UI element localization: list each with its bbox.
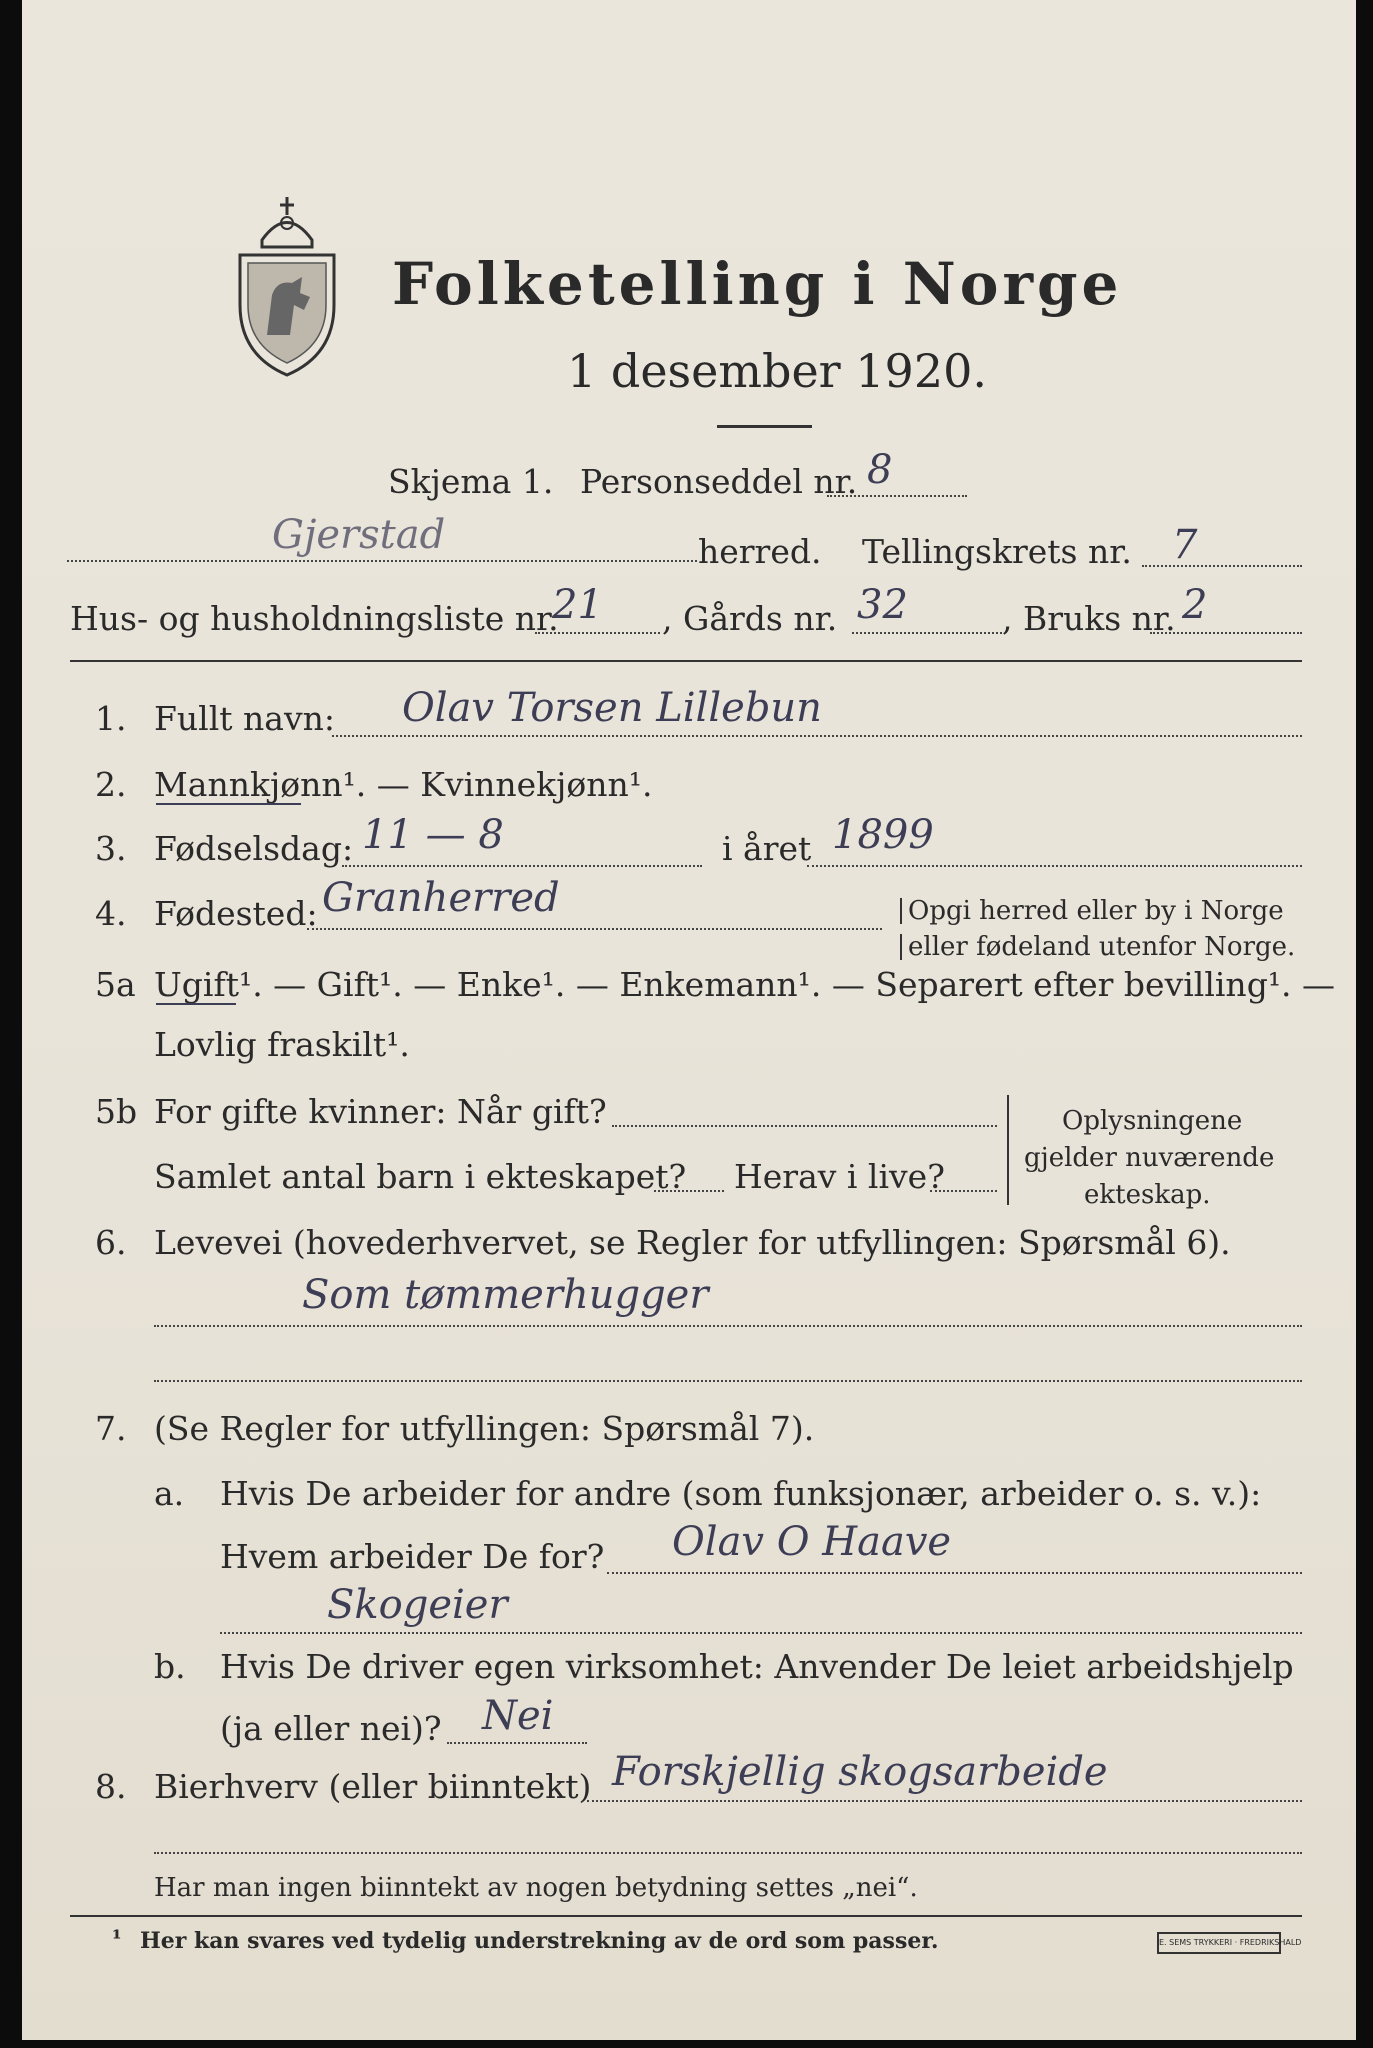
q5b-line-2a: Samlet antal barn i ekteskapet?: [154, 1157, 687, 1196]
bruks-label: , Bruks nr.: [1002, 599, 1176, 638]
personseddel-label: Personseddel nr.: [580, 462, 858, 501]
q3-year-label: i året: [722, 829, 812, 868]
q7b-letter: b.: [154, 1647, 186, 1686]
herred-value: Gjerstad: [272, 512, 446, 558]
q6-line-1: [154, 1325, 1302, 1327]
q4-line: [307, 928, 882, 930]
gards-label: , Gårds nr.: [662, 599, 838, 638]
q7a-line-1: Hvis De arbeider for andre (som funksjonær, arbeider o. s. v.):: [220, 1474, 1262, 1513]
q8-line-2: [154, 1852, 1302, 1854]
census-form: [22, 0, 1356, 2040]
q2-label: Mannkjønn¹. — Kvinnekjønn¹.: [154, 765, 653, 804]
tellingskrets-value: 7: [1172, 522, 1198, 568]
footer-note: Har man ingen biinntekt av nogen betydning settes „nei“.: [154, 1873, 918, 1903]
q5a-line-1: Ugift¹. — Gift¹. — Enke¹. — Enkemann¹. — Separert efter bevilling¹. —: [154, 965, 1336, 1004]
q4-number: 4.: [95, 894, 127, 933]
q5b-note-1: Oplysningene: [1062, 1106, 1243, 1136]
q4-value: Granherred: [322, 875, 560, 921]
q4-note-2: eller fødeland utenfor Norge.: [900, 934, 1295, 960]
tellingskrets-line: [1142, 565, 1302, 567]
q3-label: Fødselsdag:: [154, 829, 354, 868]
q6-value: Som tømmerhugger: [302, 1272, 709, 1318]
q7a-line: [607, 1572, 1302, 1574]
q7b-value: Nei: [482, 1693, 554, 1739]
q6-label: Levevei (hovederhvervet, se Regler for utfyllingen: Spørsmål 6).: [154, 1223, 1231, 1262]
q7-label: (Se Regler for utfyllingen: Spørsmål 7).: [154, 1409, 815, 1448]
q7b-line-2: (ja eller nei)?: [220, 1709, 442, 1748]
herred-line: [67, 560, 697, 562]
q1-label: Fullt navn:: [154, 699, 335, 738]
printer-stamp: [1157, 1932, 1302, 1954]
q7b-line-1: Hvis De driver egen virksomhet: Anvender De leiet arbeidshjelp: [220, 1647, 1294, 1686]
q5b-gift-line: [612, 1125, 997, 1127]
coat-of-arms-icon: [232, 185, 342, 385]
q2-number: 2.: [95, 765, 127, 804]
q7a-value-2: Skogeier: [327, 1582, 508, 1628]
q5a-number: 5a: [95, 965, 136, 1004]
tellingskrets-label: Tellingskrets nr.: [862, 532, 1132, 571]
q5b-live-line: [930, 1190, 997, 1192]
q3-year-value: 1899: [832, 812, 934, 858]
q4-label: Fødested:: [154, 894, 318, 933]
q5b-barn-line: [654, 1190, 724, 1192]
q7a-line-extra: [220, 1632, 1302, 1634]
herred-label: herred.: [698, 532, 822, 571]
footnote-mark: ¹: [112, 1926, 122, 1952]
q5b-note-3: ekteskap.: [1084, 1180, 1211, 1210]
q3-year-line: [807, 865, 1302, 867]
q3-value: 11 — 8: [362, 812, 504, 858]
q5a-line-2: Lovlig fraskilt¹.: [154, 1025, 410, 1064]
q3-line: [342, 865, 702, 867]
title-rule: [717, 425, 812, 428]
bruks-value: 2: [1182, 582, 1208, 628]
husliste-label: Hus- og husholdningsliste nr.: [70, 599, 559, 638]
form-date: 1 desember 1920.: [567, 344, 987, 398]
q7b-line: [447, 1742, 587, 1744]
header-rule: [70, 660, 1302, 662]
q1-number: 1.: [95, 699, 127, 738]
printer-stamp-text: E. SEMS TRYKKERI · FREDRIKSHALD: [1159, 1938, 1302, 1947]
q6-number: 6.: [95, 1223, 127, 1262]
q5b-line-1: For gifte kvinner: Når gift?: [154, 1092, 607, 1131]
q5b-number: 5b: [95, 1092, 138, 1131]
q5b-note-2: gjelder nuværende: [1024, 1143, 1275, 1173]
q1-value: Olav Torsen Lillebun: [402, 685, 822, 731]
q1-line: [332, 735, 1302, 737]
footnote-text: Her kan svares ved tydelig understrekning av de ord som passer.: [140, 1928, 939, 1954]
q7a-line-2: Hvem arbeider De for?: [220, 1537, 605, 1576]
personseddel-value: 8: [867, 447, 893, 493]
gards-value: 32: [857, 582, 908, 628]
q7-number: 7.: [95, 1409, 127, 1448]
husliste-line: [535, 632, 660, 634]
q8-line: [587, 1800, 1302, 1802]
husliste-value: 21: [552, 582, 603, 628]
q7a-letter: a.: [154, 1474, 185, 1513]
bruks-line: [1150, 632, 1302, 634]
q3-number: 3.: [95, 829, 127, 868]
skjema-label: Skjema 1.: [388, 462, 554, 501]
gards-line: [852, 632, 1002, 634]
q5b-line-2b: Herav i live?: [734, 1157, 945, 1196]
q6-line-2: [154, 1380, 1302, 1382]
q2-underline-mannkjonn: [156, 803, 301, 805]
q7a-value-1: Olav O Haave: [672, 1519, 952, 1565]
q4-note-1: Opgi herred eller by i Norge: [900, 898, 1284, 924]
personseddel-line: [827, 495, 967, 497]
q5b-brace: [1007, 1095, 1017, 1205]
q8-value: Forskjellig skogsarbeide: [612, 1749, 1108, 1795]
q8-number: 8.: [95, 1767, 127, 1806]
q8-label: Bierhverv (eller biinntekt): [154, 1767, 592, 1806]
q5a-underline-ugift: [156, 1003, 236, 1005]
form-title: Folketelling i Norge: [392, 250, 1123, 318]
footer-rule: [70, 1915, 1302, 1917]
